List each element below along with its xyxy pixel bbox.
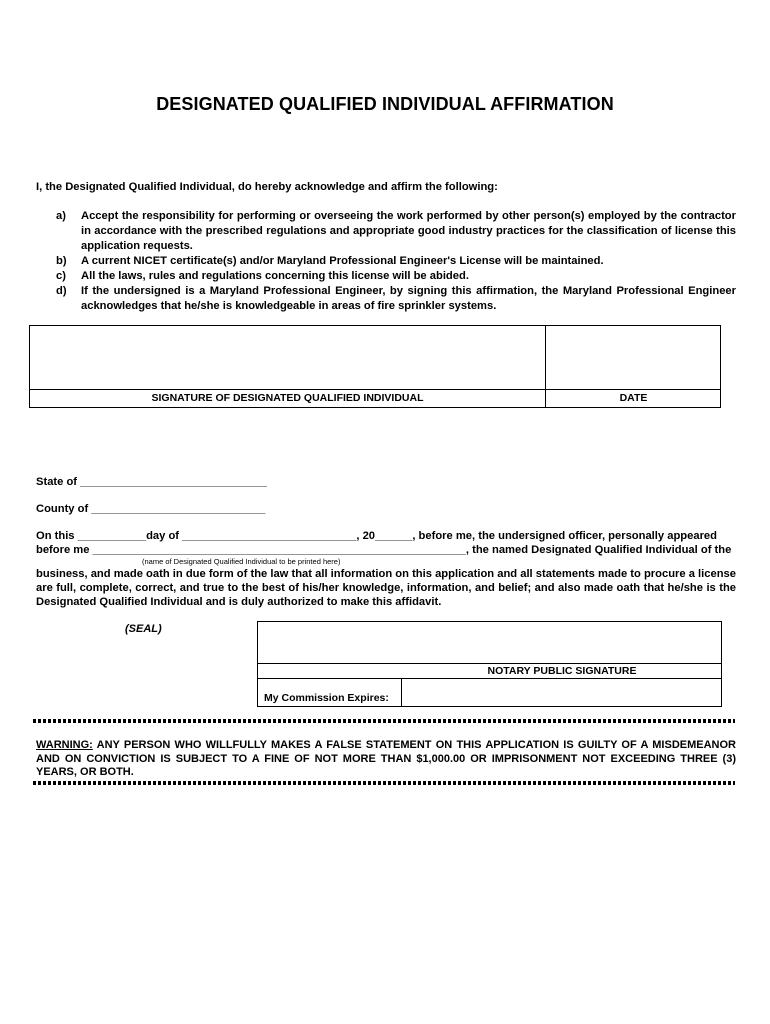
county-line[interactable]: County of ____________________________ <box>36 503 266 515</box>
list-marker: b) <box>56 255 67 267</box>
before-me-line[interactable]: before me ____________________________________________________________, the named Designated Qualified Individual of the <box>36 544 732 556</box>
warning-notice <box>36 739 736 780</box>
list-item <box>36 254 736 269</box>
seal-label: (SEAL) <box>125 623 162 635</box>
list-item-text: If the undersigned is a Maryland Professional Engineer, by signing this affirmation, the Maryland Professional Engineer acknowledges that he/she is knowledgeable in areas of fire sprinkler systems. <box>81 285 736 312</box>
intro-statement: I, the Designated Qualified Individual, do hereby acknowledge and affirm the following: <box>36 181 498 193</box>
dotted-divider <box>33 781 735 785</box>
list-item-text: Accept the responsibility for performing or overseeing the work performed by other person(s) employed by the contractor in accordance with the prescribed regulations and appropriate good industry practices for the classification of license this application requests. <box>81 210 736 252</box>
name-note: (name of Designated Qualified Individual to be printed here) <box>142 557 341 566</box>
notary-signature-label: NOTARY PUBLIC SIGNATURE <box>487 665 637 677</box>
warning-text: ANY PERSON WHO WILLFULLY MAKES A FALSE STATEMENT ON THIS APPLICATION IS GUILTY OF A MISDEMEANOR AND ON CONVICTION IS SUBJECT TO A FINE OF NOT MORE THAN $1,000.00 OR IMPRISONMENT NOT EXCEEDING THREE (3) YEARS, OR BOTH. <box>36 739 736 778</box>
row-divider <box>30 389 720 390</box>
state-line[interactable]: State of ______________________________ <box>36 476 267 488</box>
list-marker: a) <box>56 210 66 222</box>
list-item-text: A current NICET certificate(s) and/or Maryland Professional Engineer's License will be maintained. <box>81 255 604 267</box>
oath-paragraph: business, and made oath in due form of the law that all information on this application and all statements made to procure a license are full, complete, correct, and true to the best of his/her knowledge, information, and belief; and also made oath that he/she is the Designated Qualified Individual and is duly authorized to make this affidavit. <box>36 568 736 608</box>
list-marker: d) <box>56 285 67 297</box>
date-label: DATE <box>619 392 648 404</box>
commission-expires-label: My Commission Expires: <box>264 692 389 704</box>
notary-box <box>257 621 722 707</box>
page-title: DESIGNATED QUALIFIED INDIVIDUAL AFFIRMATION <box>156 94 614 114</box>
date-field[interactable] <box>546 326 721 389</box>
signature-field[interactable] <box>30 326 545 389</box>
list-item-text: All the laws, rules and regulations concerning this license will be abided. <box>81 270 469 282</box>
signature-box <box>29 325 721 408</box>
warning-prefix: WARNING: <box>36 739 93 751</box>
row-divider <box>258 663 721 664</box>
affirmation-list <box>36 209 736 314</box>
dotted-divider <box>33 719 735 723</box>
list-item <box>36 269 736 284</box>
signature-label: SIGNATURE OF DESIGNATED QUALIFIED INDIVIDUAL <box>151 392 424 404</box>
on-this-line[interactable]: On this ___________day of ____________________________, 20______, before me, the undersigned officer, personally appeared <box>36 530 717 542</box>
list-item <box>36 284 736 314</box>
list-item <box>36 209 736 254</box>
list-marker: c) <box>56 270 66 282</box>
commission-expires-field[interactable] <box>402 679 722 707</box>
notary-signature-field[interactable] <box>258 622 721 663</box>
